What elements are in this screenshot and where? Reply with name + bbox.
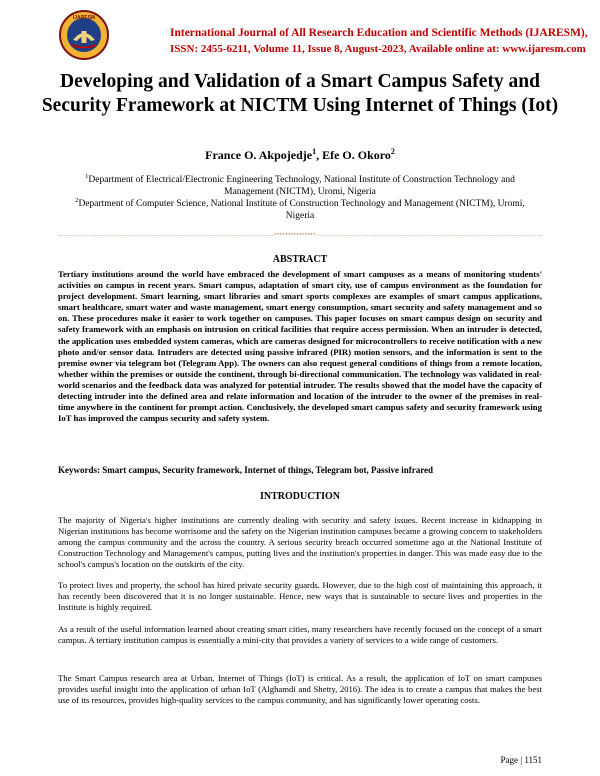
paper-title: Developing and Validation of a Smart Campus Safety and Security Framework at NICTM Using Internet of Things (Iot) (41, 71, 559, 116)
author-2: Efe O. Okoro (322, 148, 391, 162)
abstract-heading: ABSTRACT (272, 254, 328, 265)
journal-logo (58, 10, 110, 60)
journal-header (58, 10, 588, 60)
keywords: Keywords: Smart campus, Security framework, Internet of things, Telegram bot, Passive infrared (58, 465, 434, 475)
intro-paragraph-3: As a result of the useful information learned about creating smart cities, many researchers have recently focused on the concept of a smart campus. A tertiary institution campus is essentially a mini-city that provides a variety of services to a wide range of customers. (58, 624, 542, 646)
affiliation-1-sup: 1 (85, 173, 89, 180)
affiliation-2-sup: 2 (75, 197, 79, 204)
author-2-sup: 2 (390, 147, 395, 156)
affiliation-1-text: Department of Electrical/Electronic Engineering Technology, National Institute of Construction Technology and Management (NICTM), Uromi, Nigeria (88, 175, 515, 197)
author-1-sup: 1 (312, 147, 317, 156)
intro-paragraph-2: To protect lives and property, the school has hired private security guards. However, due to the high cost of maintaining this approach, it has recently been discovered that it is no longer sustainable. Hence, new ways that is sustainable to secure lives and properties in the Institute is highly required. (58, 580, 542, 613)
section-divider: -----------------------------------------------------------------------------***************--------------------------------------------------------------------------------- (58, 233, 542, 239)
journal-issn[interactable]: ISSN: 2455-6211, Volume 11, Issue 8, August-2023, Available online at: www.ijaresm.com (170, 43, 586, 55)
affiliation-2 (60, 195, 540, 222)
author-1: France O. Akpojedje (205, 148, 313, 162)
intro-paragraph-1: The majority of Nigeria's higher institutions are currently dealing with security and safety issues. Recent increase in kidnapping in Nigerian institutions has become worrisome and the safety on the Nigerian institution campuses became a growing concern to stakeholders among the campus community and the across the country. A serious security breach occurred sometime ago at the National Institute of Construction Technology and Management's campus, putting lives and the institution's properties in danger. This was made easy due to the school's campus's location on the outskirts of the city. (58, 515, 542, 570)
author-separator: , (316, 148, 323, 162)
intro-paragraph-4: The Smart Campus research area at Urban, Internet of Things (IoT) is critical. As a result, the application of IoT on smart campuses provides useful insight into the application of urban IoT (Alghamdi and Shetty, 2016). The idea is to create a campus that makes the best use of its resources, provides high-quality services to the campus community, and has significantly lower operating costs. (58, 673, 542, 706)
author-line (0, 147, 600, 163)
affiliation-2-text: Department of Computer Science, National Institute of Construction Technology and Management (NICTM), Uromi, Nigeria (78, 199, 525, 221)
page-number: Page | 1151 (500, 755, 542, 765)
journal-name: International Journal of All Research Education and Scientific Methods (IJARESM), (170, 27, 588, 39)
abstract-text: Tertiary institutions around the world have embraced the development of smart campuses as a means of monitoring students' activities on campus in recent years. Smart campus, adaptation of smart city, use of campus environment as the foundation for project development. Smart learning, smart libraries and smart sports complexes are examples of smart campus applications, smart healthcare, smart water and waste management, smart energy consumption, smart security and safety management and so on. These procedures make it easier to work together on campuses. This paper focuses on smart campus design on security and safety framework with an emphasis on intrusion on critical facilities that require access permission. When an intruder is detected, the application uses embedded system cameras, which are cameras designed for microcontrollers to receive notification with a new photo and/or sensor data. Intruders are detected using passive infrared (PIR) motion sensors, and the information is sent to the premise owner via telegram bot (Telegram App). The owners can also request general conditions of things from a remote location, whether within the premises or outside the continent, through bi-directional communication. The technology was validated in real-world scenarios and the feedback data was analyzed for potential intruder. The results showed that the model have the capacity of detecting intruder into the defined area and relate information and location of the intruder to the owner of the premises in real-time anywhere in the continent for prompt action. Conclusively, the developed smart campus safety and security framework using IoT has improved the campus security and safety system. (58, 269, 542, 424)
svg-text:IJARESM: IJARESM (72, 15, 96, 21)
introduction-heading: INTRODUCTION (259, 491, 340, 502)
